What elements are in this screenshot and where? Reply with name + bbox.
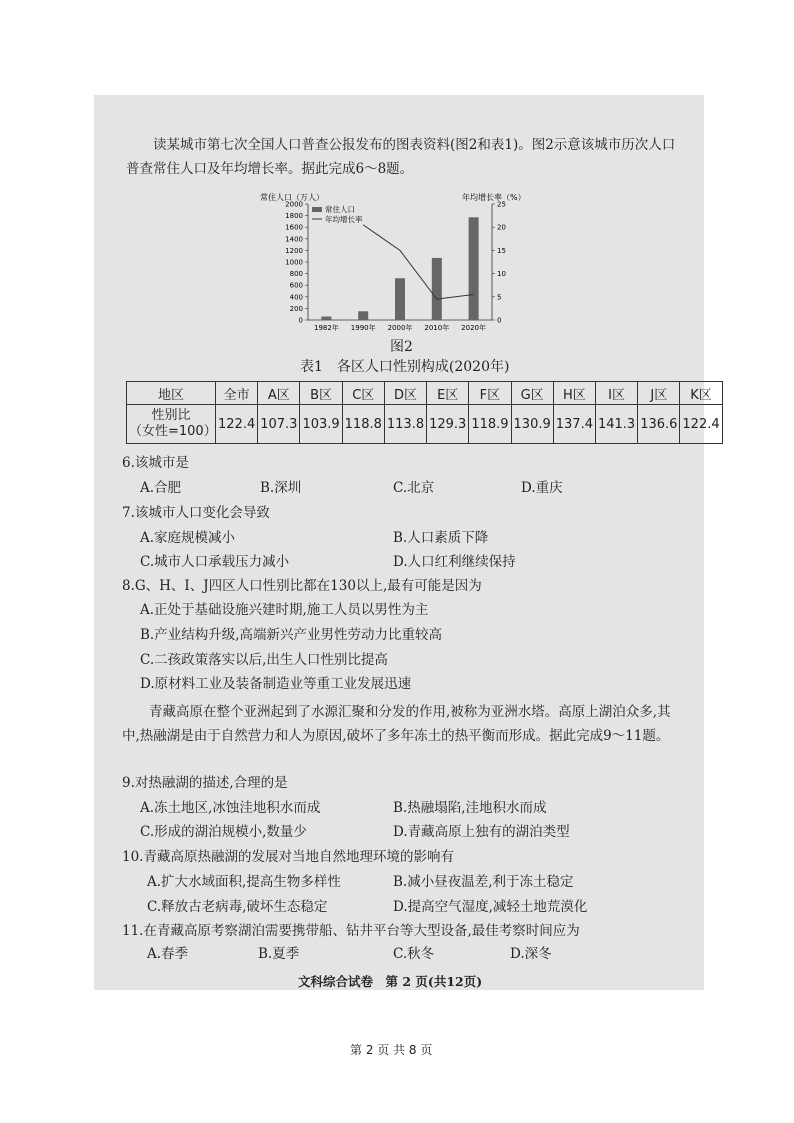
table-row-label xyxy=(127,405,216,444)
right-axis-label: 年均增长率（%） xyxy=(462,193,526,202)
q9-option-c[interactable]: C.形成的湖泊规模小,数量少 xyxy=(140,824,307,840)
q7-option-a[interactable]: A.家庭规模减小 xyxy=(140,530,236,546)
table-cell: 全市 xyxy=(216,382,258,405)
q7-option-b[interactable]: B.人口素质下降 xyxy=(393,530,489,546)
x-tick-label: 2020年 xyxy=(461,324,487,332)
table-cell: 107.3 xyxy=(258,405,300,444)
q6-option-c[interactable]: C.北京 xyxy=(393,480,435,496)
x-tick-label: 1982年 xyxy=(313,324,339,332)
population-bar xyxy=(432,258,442,320)
population-bar xyxy=(321,317,331,320)
table-cell: 103.9 xyxy=(300,405,342,444)
legend-line-label: 年均增长率 xyxy=(325,215,363,224)
right-tick-label: 15 xyxy=(497,246,506,255)
q9-option-b[interactable]: B.热融塌陷,洼地积水而成 xyxy=(393,800,547,816)
q7-stem: 7.该城市人口变化会导致 xyxy=(122,505,270,521)
left-tick-label: 800 xyxy=(289,270,303,279)
x-tick-label: 2010年 xyxy=(424,324,450,332)
q9-option-a[interactable]: A.冻土地区,冰蚀洼地积水而成 xyxy=(140,800,321,816)
intro-text: 读某城市第七次全国人口普查公报发布的图表资料(图2和表1)。图2示意该城市历次人口普查常住人口及年均增长率。据此完成6～8题。 xyxy=(126,137,676,177)
table-cell: H区 xyxy=(553,382,595,405)
table-cell: 地区 xyxy=(127,382,216,405)
table-cell: I区 xyxy=(595,382,637,405)
right-tick-label: 10 xyxy=(497,270,506,279)
q6-option-b[interactable]: B.深圳 xyxy=(260,480,302,496)
x-tick-label: 2000年 xyxy=(387,324,413,332)
passage-2: 青藏高原在整个亚洲起到了水源汇聚和分发的作用,被称为亚洲水塔。高原上湖泊众多,其中,热融湖是由于自然营力和人为原因,破坏了多年冻土的热平衡而形成。据此完成9～11题。 xyxy=(122,704,671,744)
q8-option-a[interactable]: A.正处于基础设施兴建时期,施工人员以男性为主 xyxy=(140,602,429,618)
table-cell: J区 xyxy=(638,382,680,405)
left-tick-label: 200 xyxy=(289,304,303,313)
q10-option-a[interactable]: A.扩大水域面积,提高生物多样性 xyxy=(147,874,341,890)
q9-option-d[interactable]: D.青藏高原上独有的湖泊类型 xyxy=(393,824,570,840)
q8-option-c[interactable]: C.二孩政策落实以后,出生人口性别比提高 xyxy=(140,652,388,668)
table-row xyxy=(127,405,723,444)
q11-option-d[interactable]: D.深冬 xyxy=(510,946,552,962)
table-cell: E区 xyxy=(427,382,469,405)
q11-stem: 11.在青藏高原考察湖泊需要携带船、钻井平台等大型设备,最佳考察时间应为 xyxy=(122,923,580,939)
table-cell: 122.4 xyxy=(680,405,722,444)
left-tick-label: 400 xyxy=(289,293,303,302)
q11-option-c[interactable]: C.秋冬 xyxy=(393,946,435,962)
population-bar xyxy=(469,217,479,320)
table-cell: 122.4 xyxy=(216,405,258,444)
table-cell: B区 xyxy=(300,382,342,405)
q8-option-d[interactable]: D.原材料工业及装备制造业等重工业发展迅速 xyxy=(140,676,412,692)
right-tick-label: 0 xyxy=(497,316,502,325)
table-cell: G区 xyxy=(511,382,553,405)
table-cell: 141.3 xyxy=(595,405,637,444)
q7-option-c[interactable]: C.城市人口承载压力减小 xyxy=(140,554,290,570)
population-chart xyxy=(250,188,540,334)
left-tick-label: 600 xyxy=(289,281,303,290)
table-cell: C区 xyxy=(342,382,384,405)
q11-option-b[interactable]: B.夏季 xyxy=(258,946,300,962)
population-bar xyxy=(358,311,368,320)
row-label-line: 性别比 xyxy=(151,408,191,423)
q10-option-d[interactable]: D.提高空气湿度,减轻土地荒漠化 xyxy=(393,899,588,915)
population-bar xyxy=(395,278,405,320)
q10-option-c[interactable]: C.释放古老病毒,破坏生态稳定 xyxy=(147,899,328,915)
left-tick-label: 1600 xyxy=(285,223,303,232)
q8-stem: 8.G、H、I、J四区人口性别比都在130以上,最有可能是因为 xyxy=(122,578,482,594)
table-cell: 137.4 xyxy=(553,405,595,444)
q10-stem: 10.青藏高原热融湖的发展对当地自然地理环境的影响有 xyxy=(122,849,454,865)
table-cell: 118.9 xyxy=(469,405,511,444)
right-tick-label: 25 xyxy=(497,200,506,209)
table-cell: 136.6 xyxy=(638,405,680,444)
q6-stem: 6.该城市是 xyxy=(122,455,189,471)
table-cell: F区 xyxy=(469,382,511,405)
left-tick-label: 1400 xyxy=(285,235,303,244)
chart-caption: 图2 xyxy=(390,339,413,355)
table-cell: 129.3 xyxy=(427,405,469,444)
table-cell: K区 xyxy=(680,382,722,405)
q8-option-b[interactable]: B.产业结构升级,高端新兴产业男性劳动力比重较高 xyxy=(140,627,443,643)
left-tick-label: 2000 xyxy=(285,200,303,209)
q7-option-d[interactable]: D.人口红利继续保持 xyxy=(393,554,516,570)
q11-option-a[interactable]: A.春季 xyxy=(147,946,189,962)
legend-bar-label: 常住人口 xyxy=(325,205,355,214)
sex-ratio-table xyxy=(126,381,723,444)
inner-page-footer: 文科综合试卷 第 2 页(共12页) xyxy=(298,974,483,989)
table-cell: D区 xyxy=(384,382,426,405)
left-tick-label: 1800 xyxy=(285,212,303,221)
left-tick-label: 1200 xyxy=(285,246,303,255)
q6-option-d[interactable]: D.重庆 xyxy=(521,480,563,496)
page-footer: 第 2 页 共 8 页 xyxy=(350,1043,433,1057)
growth-rate-line xyxy=(363,225,473,299)
q6-option-a[interactable]: A.合肥 xyxy=(140,480,182,496)
table-cell: 118.8 xyxy=(342,405,384,444)
q10-option-b[interactable]: B.减小昼夜温差,利于冻土稳定 xyxy=(393,874,574,890)
table-cell: 113.8 xyxy=(384,405,426,444)
legend-bar-swatch xyxy=(312,207,322,212)
right-tick-label: 20 xyxy=(497,223,506,232)
table-caption: 表1 各区人口性别构成(2020年) xyxy=(300,359,510,375)
left-axis-label: 常住人口（万人） xyxy=(260,193,324,202)
x-tick-label: 1990年 xyxy=(350,324,376,332)
left-tick-label: 1000 xyxy=(285,258,303,267)
row-label-line: （女性=100） xyxy=(129,424,217,439)
table-cell: A区 xyxy=(258,382,300,405)
q9-stem: 9.对热融湖的描述,合理的是 xyxy=(122,775,288,791)
right-tick-label: 5 xyxy=(497,293,502,302)
table-header-row xyxy=(127,382,723,405)
table-cell: 130.9 xyxy=(511,405,553,444)
left-tick-label: 0 xyxy=(298,316,303,325)
